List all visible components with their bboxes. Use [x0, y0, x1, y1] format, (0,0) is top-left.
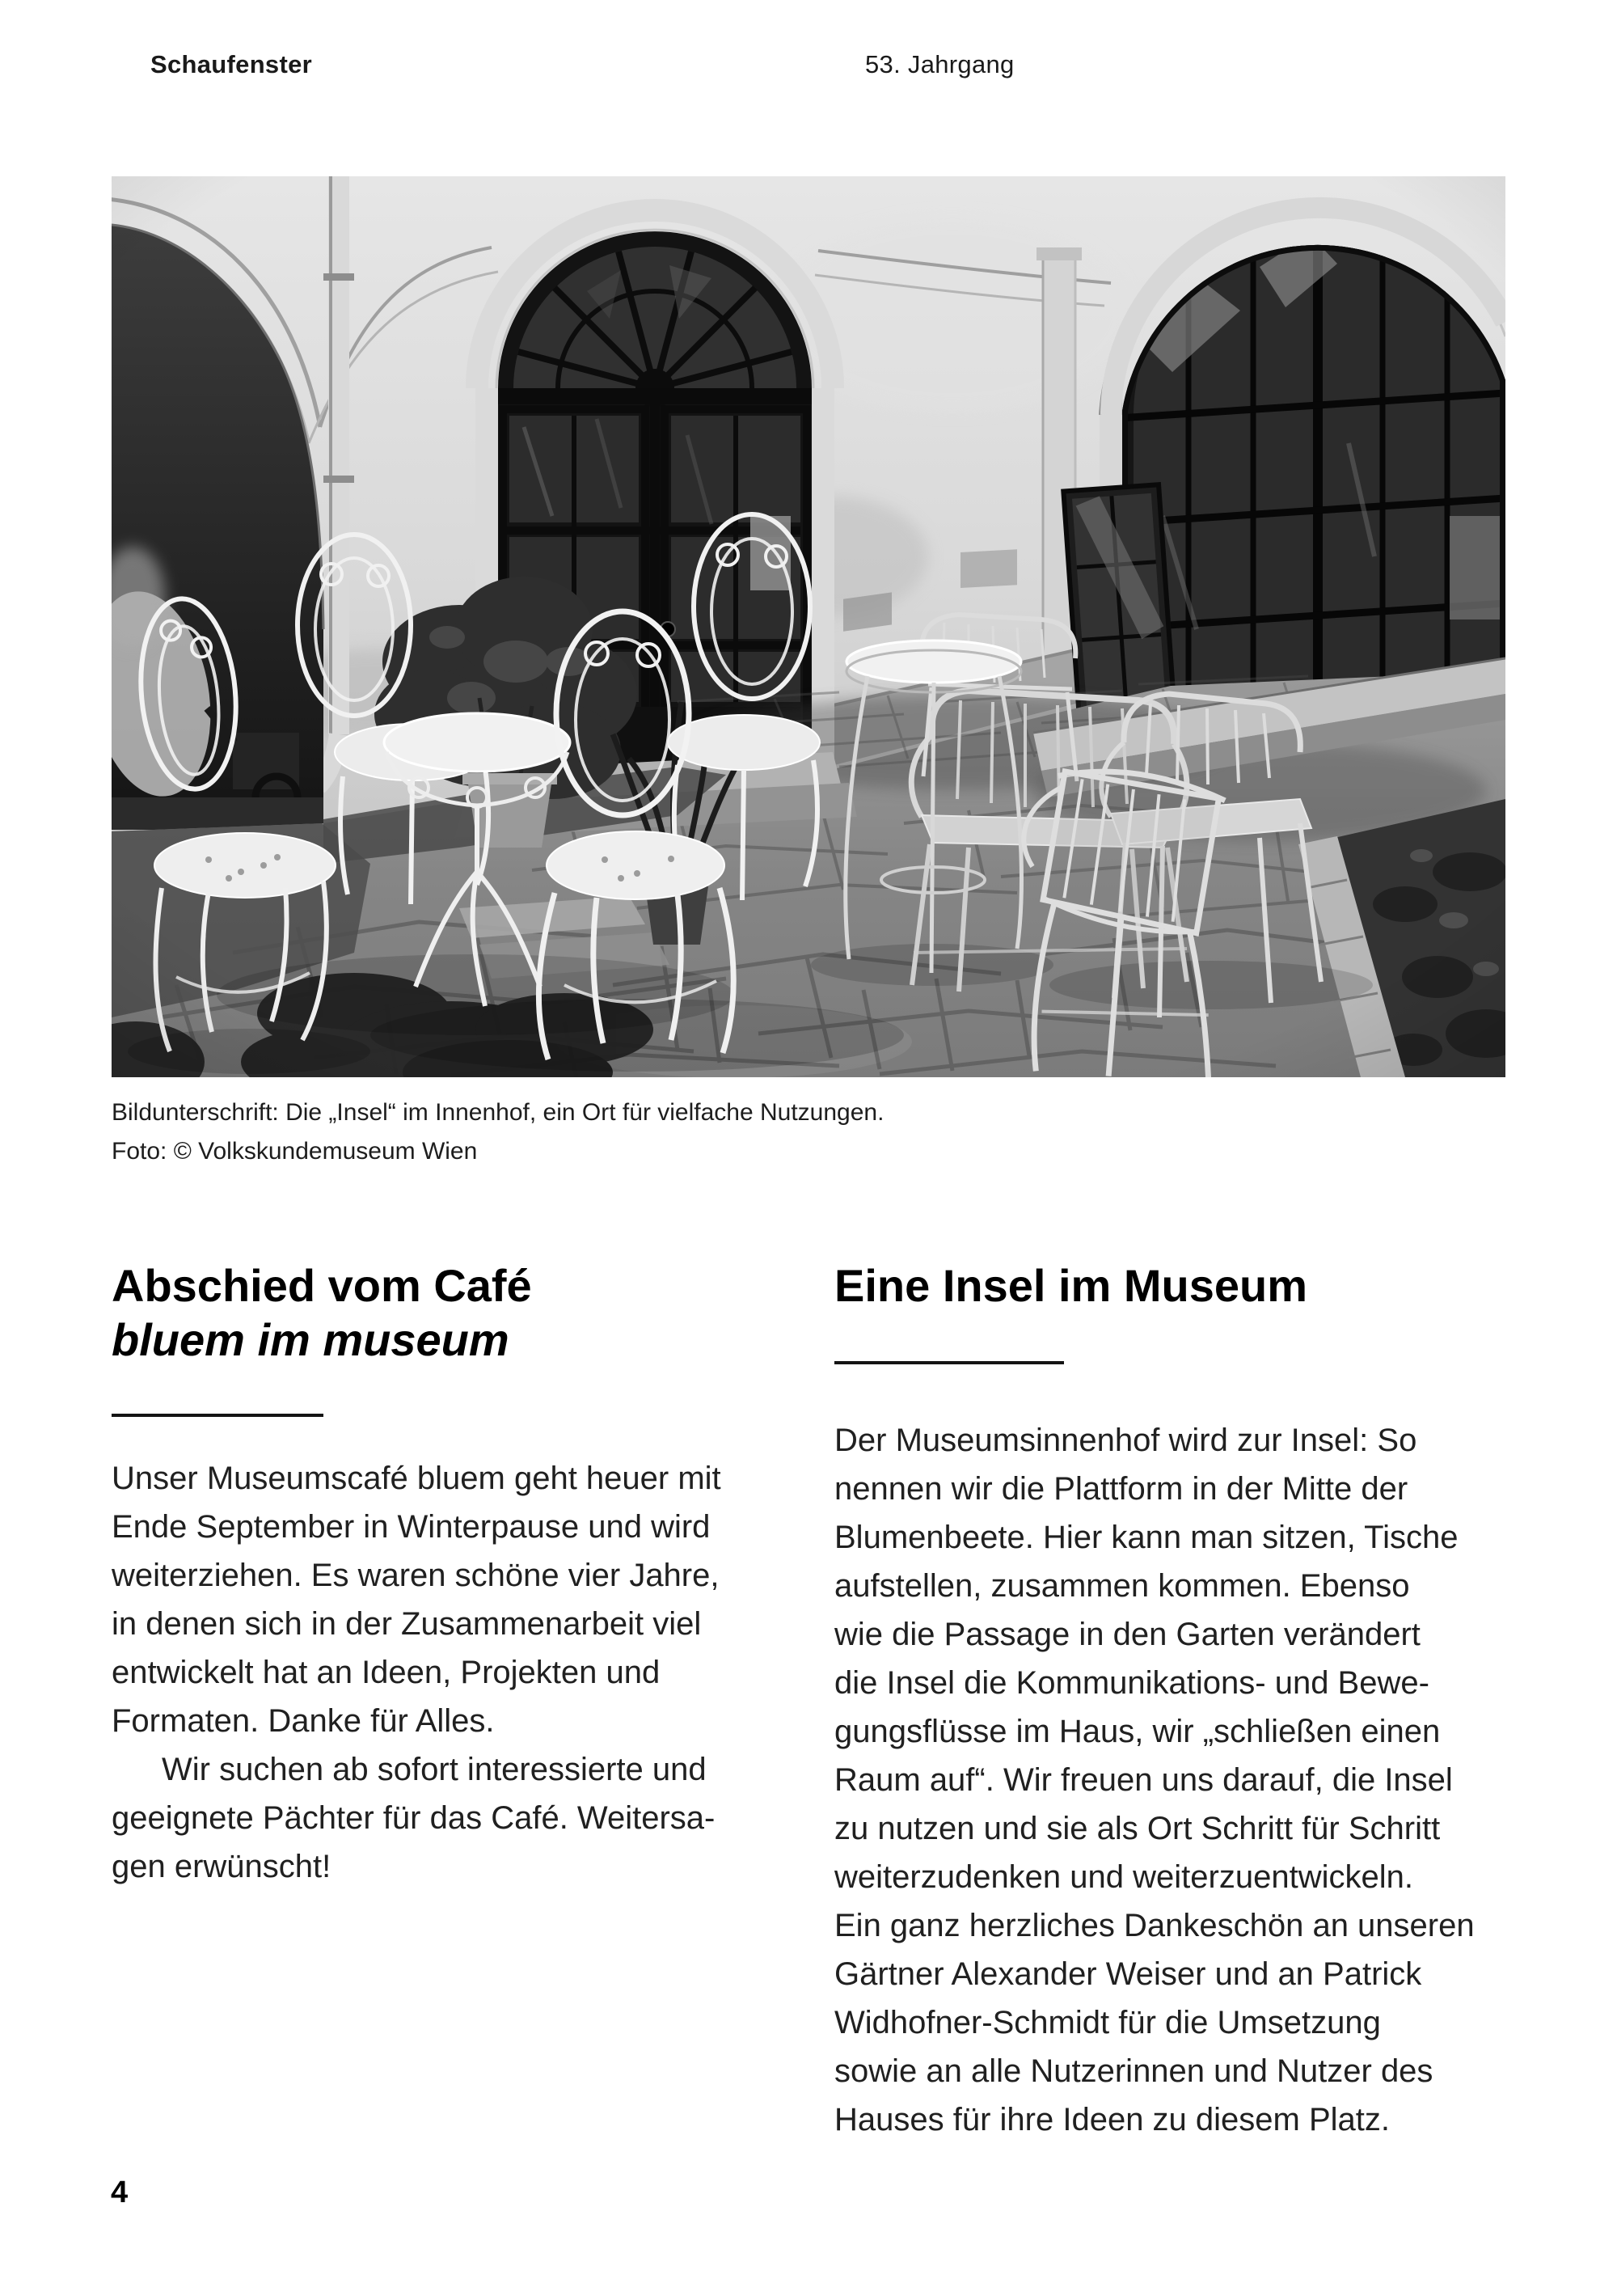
article-title-left	[112, 1258, 532, 1367]
running-head-volume: 53. Jahrgang	[865, 50, 1015, 78]
article-title-right-line1: Eine Insel im Museum	[834, 1260, 1308, 1311]
courtyard-photo	[112, 176, 1505, 1077]
running-head-section: Schaufenster	[150, 50, 312, 78]
title-rule-right	[834, 1361, 1064, 1364]
photo-vignette	[112, 176, 1505, 1077]
title-rule-left	[112, 1414, 323, 1417]
article-title-left-line2: bluem im museum	[112, 1314, 509, 1365]
page-number: 4	[111, 2175, 129, 2209]
article-title-left-line1: Abschied vom Café	[112, 1260, 532, 1311]
article-title-right	[834, 1258, 1307, 1313]
article-body-left	[112, 1454, 807, 1891]
paragraph: Der Museumsinnenhof wird zur Insel: So nennen wir die Plattform in der Mitte der Blumenbeete. Hier kann man sitzen, Tische aufstellen, zusammen kommen. Ebenso wie die Passage in den Garten verändert die Insel die Kommunikations- und Bewe- gungsflüsse im Haus, wir „schließen einen Raum auf“. Wir freuen uns darauf, die Insel zu nutzen und sie als Ort Schritt für Schritt weiterzudenken und weiterzuentwickeln. Ein ganz herzliches Dankeschön an unseren Gärtner Alexander Weiser und an Patrick Widhofner-Schmidt für die Umsetzung sowie an alle Nutzerinnen und Nutzer des Hauses für ihre Ideen zu diesem Platz.	[834, 1423, 1475, 2137]
paragraph: Unser Museumscafé bluem geht heuer mit Ende September in Winterpause und wird weiterziehen. Es waren schöne vier Jahre, in denen sich in der Zusammenarbeit viel entwickelt hat an Ideen, Projekten und Formaten. Danke für Alles.	[112, 1461, 721, 1739]
paragraph: Wir suchen ab sofort interessierte und geeignete Pächter für das Café. Weitersa- gen erwünscht!	[112, 1752, 716, 1884]
article-body-right	[834, 1416, 1538, 2144]
photo-caption: Bildunterschrift: Die „Insel“ im Innenhof, ein Ort für vielfache Nutzungen. Foto: © Volkskundemuseum Wien	[112, 1099, 884, 1165]
